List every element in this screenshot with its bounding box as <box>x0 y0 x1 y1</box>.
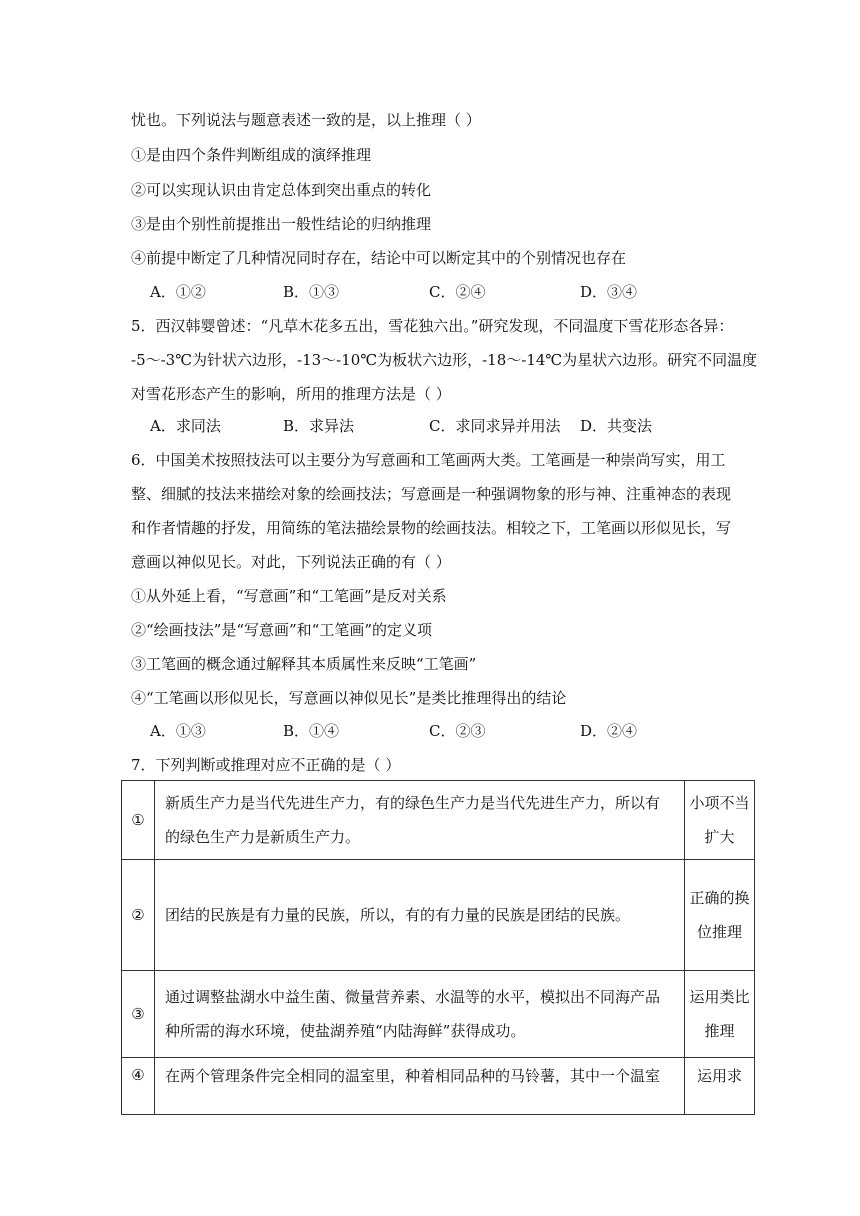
q6-statement-1: ①从外延上看，“写意画”和“工笔画”是反对关系 <box>131 587 447 605</box>
row-statement: 团结的民族是有力量的民族，所以，有的有力量的民族是团结的民族。 <box>155 860 685 971</box>
q6-option-a[interactable]: A．①③ <box>150 722 206 740</box>
q4-option-c[interactable]: C．②④ <box>429 283 486 301</box>
row-judgement: 运用求 <box>685 1058 755 1115</box>
table-row <box>122 781 755 860</box>
q6-statement-2: ②“绘画技法”是“写意画”和“工笔画”的定义项 <box>131 621 433 639</box>
q7-table <box>121 780 755 1115</box>
row-statement: 在两个管理条件完全相同的温室里，种着相同品种的马铃薯，其中一个温室 <box>155 1058 685 1115</box>
q6-stem-line-1: 6．中国美术按照技法可以主要分为写意画和工笔画两大类。工笔画是一种崇尚写实，用工 <box>131 451 726 469</box>
q6-statement-3: ③工笔画的概念通过解释其本质属性来反映“工笔画” <box>131 655 477 673</box>
q4-options <box>150 282 750 302</box>
row-number: ③ <box>122 971 155 1058</box>
row-number: ② <box>122 860 155 971</box>
q4-statement-4: ④前提中断定了几种情况同时存在，结论中可以断定其中的个别情况也存在 <box>131 249 627 267</box>
row-judgement: 小项不当扩大 <box>685 781 755 860</box>
q5-option-c[interactable]: C．求同求异并用法 <box>429 417 561 435</box>
q4-option-b[interactable]: B．①③ <box>283 283 340 301</box>
q5-option-a[interactable]: A．求同法 <box>150 417 221 435</box>
q5-option-b[interactable]: B．求异法 <box>283 417 355 435</box>
q6-options <box>150 721 750 741</box>
row-statement: 新质生产力是当代先进生产力，有的绿色生产力是当代先进生产力，所以有的绿色生产力是新质生产力。 <box>155 781 685 860</box>
row-statement: 通过调整盐湖水中益生菌、微量营养素、水温等的水平，模拟出不同海产品种所需的海水环境，使盐湖养殖“内陆海鲜”获得成功。 <box>155 971 685 1058</box>
q6-option-c[interactable]: C．②③ <box>429 722 486 740</box>
q6-stem-line-2: 整、细腻的技法来描绘对象的绘画技法；写意画是一种强调物象的形与神、注重神态的表现 <box>131 485 732 503</box>
q5-stem-line-2: -5～-3℃为针状六边形，-13～-10℃为板状六边形，-18～-14℃为星状六边形。研究不同温度 <box>131 351 758 369</box>
table-row <box>122 1058 755 1115</box>
q4-statement-1: ①是由四个条件判断组成的演绎推理 <box>131 146 372 164</box>
q4-option-d[interactable]: D．③④ <box>580 283 638 301</box>
row-number: ④ <box>122 1058 155 1115</box>
table-row <box>122 860 755 971</box>
q6-option-b[interactable]: B．①④ <box>283 722 340 740</box>
row-judgement: 运用类比推理 <box>685 971 755 1058</box>
q5-option-d[interactable]: D．共变法 <box>580 417 653 435</box>
q4-option-a[interactable]: A．①② <box>150 283 206 301</box>
q6-option-d[interactable]: D．②④ <box>580 722 638 740</box>
q4-stem-continuation: 忧也。下列说法与题意表述一致的是，以上推理（ ） <box>131 111 481 129</box>
table-row <box>122 971 755 1058</box>
row-number: ① <box>122 781 155 860</box>
q6-stem-line-3: 和作者情趣的抒发，用简练的笔法描绘景物的绘画技法。相较之下，工笔画以形似见长，写 <box>131 519 732 537</box>
q6-stem-line-4: 意画以神似见长。对此，下列说法正确的有（ ） <box>131 553 451 571</box>
q6-statement-4: ④“工笔画以形似见长，写意画以神似见长”是类比推理得出的结论 <box>131 689 567 707</box>
q4-statement-2: ②可以实现认识由肯定总体到突出重点的转化 <box>131 181 432 199</box>
q7-stem: 7．下列判断或推理对应不正确的是（ ） <box>131 756 401 774</box>
q5-stem-line-3: 对雪花形态产生的影响，所用的推理方法是（ ） <box>131 385 451 403</box>
q5-stem-line-1: 5．西汉韩婴曾述：“凡草木花多五出，雪花独六出。”研究发现，不同温度下雪花形态各异： <box>131 317 734 335</box>
q5-options <box>150 416 750 436</box>
row-judgement: 正确的换位推理 <box>685 860 755 971</box>
q4-statement-3: ③是由个别性前提推出一般性结论的归纳推理 <box>131 215 432 233</box>
